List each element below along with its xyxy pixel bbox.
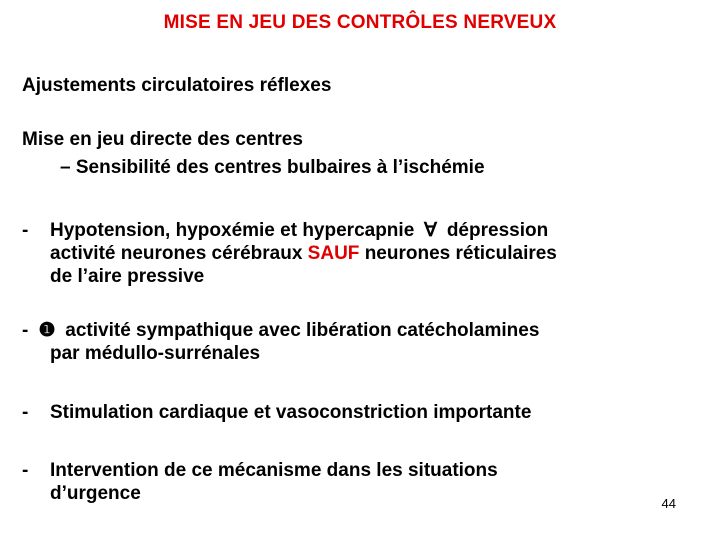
bullet-4	[22, 459, 498, 505]
page-number: 44	[661, 496, 676, 511]
increase-symbol-icon: ❶	[38, 320, 56, 341]
bullet-4-line-1: Intervention de ce mécanisme dans les situations	[50, 460, 498, 481]
bullet-2-line-1	[34, 319, 539, 342]
bullet-1-line-3: de l’aire pressive	[50, 266, 205, 287]
slide-title: MISE EN JEU DES CONTRÔLES NERVEUX	[163, 12, 557, 33]
bullet-2-text-a: activité sympathique avec libération catécholamines	[65, 320, 540, 341]
bullet-dash: -	[22, 220, 29, 241]
section-heading: Mise en jeu directe des centres	[22, 129, 303, 150]
for-all-symbol-icon: ∀	[424, 220, 438, 241]
bullet-4-line-2: d’urgence	[50, 483, 141, 504]
sub-item: – Sensibilité des centres bulbaires à l’ischémie	[60, 157, 485, 178]
bullet-1-text-c: activité neurones cérébraux	[50, 243, 303, 264]
bullet-1-line-1	[50, 219, 557, 242]
bullet-3	[22, 401, 531, 424]
bullet-1-line-2	[50, 242, 557, 265]
sauf-highlight: SAUF	[307, 243, 360, 264]
bullet-1-text-b: dépression	[446, 220, 549, 241]
bullet-1	[22, 219, 557, 288]
bullet-dash: -	[22, 402, 29, 423]
bullet-1-text-d: neurones réticulaires	[364, 243, 557, 264]
bullet-3-line-1: Stimulation cardiaque et vasoconstriction importante	[50, 402, 532, 423]
bullet-2-line-2: par médullo-surrénales	[50, 343, 261, 364]
subtitle: Ajustements circulatoires réflexes	[22, 75, 332, 96]
bullet-2	[22, 319, 539, 365]
bullet-dash: -	[22, 320, 29, 341]
bullet-dash: -	[22, 460, 29, 481]
bullet-1-text-a: Hypotension, hypoxémie et hypercapnie	[50, 220, 415, 241]
